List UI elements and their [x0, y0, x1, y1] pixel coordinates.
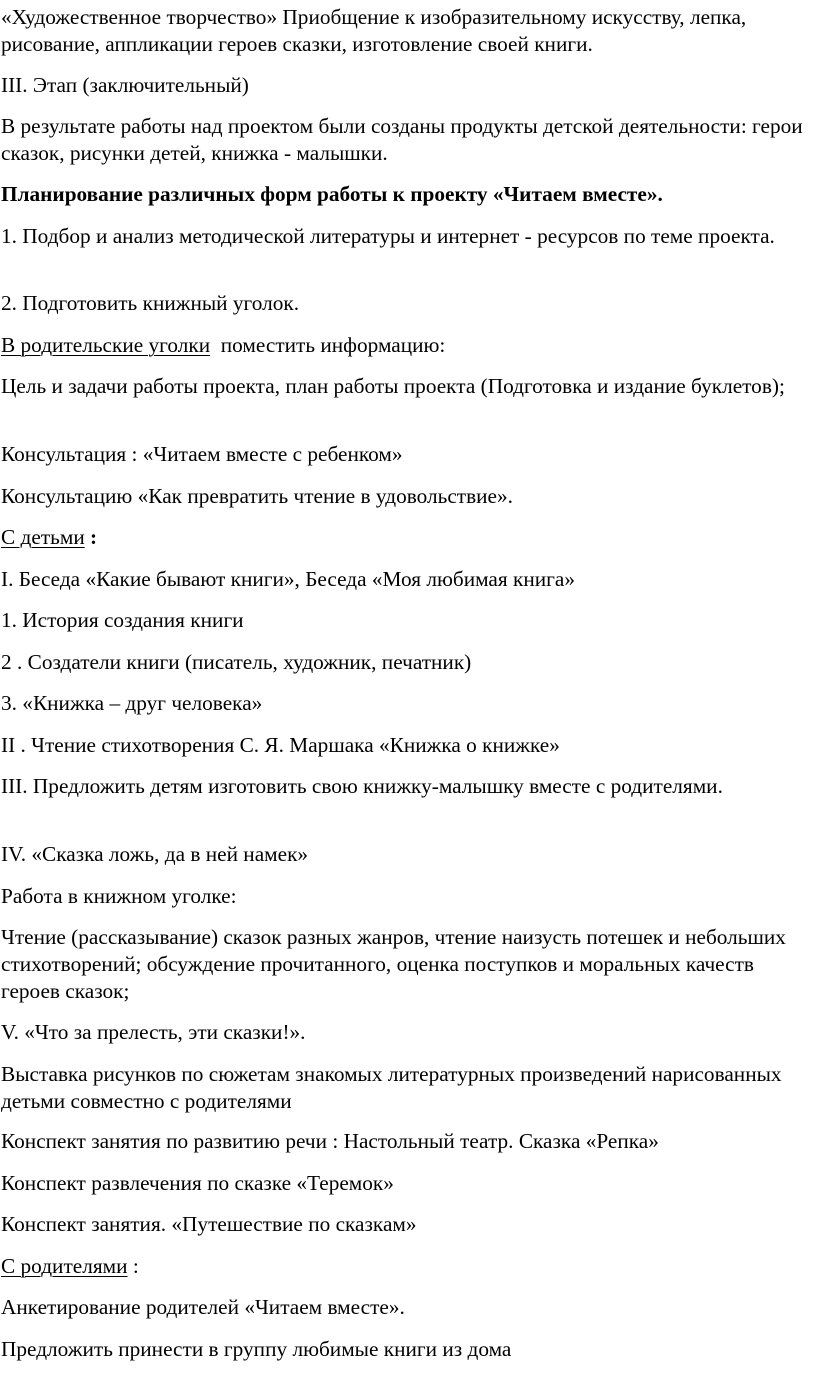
paragraph-marshak: II . Чтение стихотворения С. Я. Маршака «Книжка о книжке»: [1, 733, 560, 757]
paragraph-parent-corners: [1, 332, 807, 359]
paragraph-consultation-1: Консультация : «Читаем вместе с ребенком»: [1, 442, 403, 466]
paragraph-teremok: Конспект развлечения по сказке «Теремок»: [1, 1171, 394, 1195]
paragraph-make-book: III. Предложить детям изготовить свою книжку-малышку вместе с родителями.: [1, 774, 723, 798]
paragraph-book-friend: 3. «Книжка – друг человека»: [1, 691, 263, 715]
paragraph-book-corner-work: Работа в книжном уголке:: [1, 884, 237, 908]
with-parents-rest: :: [127, 1254, 139, 1278]
underlined-with-parents: С родителями: [1, 1254, 128, 1278]
with-children-rest: :: [84, 525, 98, 549]
paragraph-with-children: [1, 524, 807, 551]
parent-corners-rest: поместить информацию:: [210, 333, 446, 357]
paragraph-stage-final: III. Этап (заключительный): [1, 73, 249, 97]
paragraph-journey: Конспект занятия. «Путешествие по сказкам»: [1, 1212, 417, 1236]
paragraph-consultation-2: Консультацию «Как превратить чтение в удовольствие».: [1, 484, 513, 508]
paragraph-item-1: 1. Подбор и анализ методической литературы и интернет - ресурсов по теме проекта.: [1, 224, 775, 248]
paragraph-art-creativity: «Художественное творчество» Приобщение к изобразительному искусству, лепка, рисование, аппликации героев сказки, изготовление своей книги.: [1, 5, 747, 56]
paragraph-reading: Чтение (рассказывание) сказок разных жанров, чтение наизусть потешек и небольших стихотворений; обсуждение прочитанного, оценка поступков и моральных качеств героев сказок;: [1, 925, 786, 1003]
paragraph-results: В результате работы над проектом были созданы продукты детской деятельности: герои сказок, рисунки детей, книжка - малышки.: [1, 114, 803, 165]
paragraph-with-parents: [1, 1253, 807, 1280]
paragraph-fairy-tale: IV. «Сказка ложь, да в ней намек»: [1, 842, 309, 866]
paragraph-creators: 2 . Создатели книги (писатель, художник, печатник): [1, 650, 472, 674]
paragraph-conversation: I. Беседа «Какие бывают книги», Беседа «Моя любимая книга»: [1, 567, 575, 591]
paragraph-bring-books: Предложить принести в группу любимые книги из дома: [1, 1337, 512, 1361]
underlined-with-children: С детьми: [1, 525, 85, 549]
paragraph-goals: Цель и задачи работы проекта, план работы проекта (Подготовка и издание буклетов);: [1, 374, 785, 398]
heading-planning: Планирование различных форм работы к проекту «Читаем вместе».: [1, 182, 663, 206]
paragraph-exhibition: Выставка рисунков по сюжетам знакомых литературных произведений нарисованных детьми совместно с родителями: [1, 1062, 782, 1113]
paragraph-speech-lesson: Конспект занятия по развитию речи : Настольный театр. Сказка «Репка»: [1, 1129, 659, 1153]
paragraph-history: 1. История создания книги: [1, 608, 244, 632]
paragraph-survey: Анкетирование родителей «Читаем вместе».: [1, 1295, 405, 1319]
paragraph-item-2: 2. Подготовить книжный уголок.: [1, 291, 300, 315]
paragraph-charm: V. «Что за прелесть, эти сказки!».: [1, 1020, 306, 1044]
underlined-parent-corners: В родительские уголки: [1, 333, 211, 357]
